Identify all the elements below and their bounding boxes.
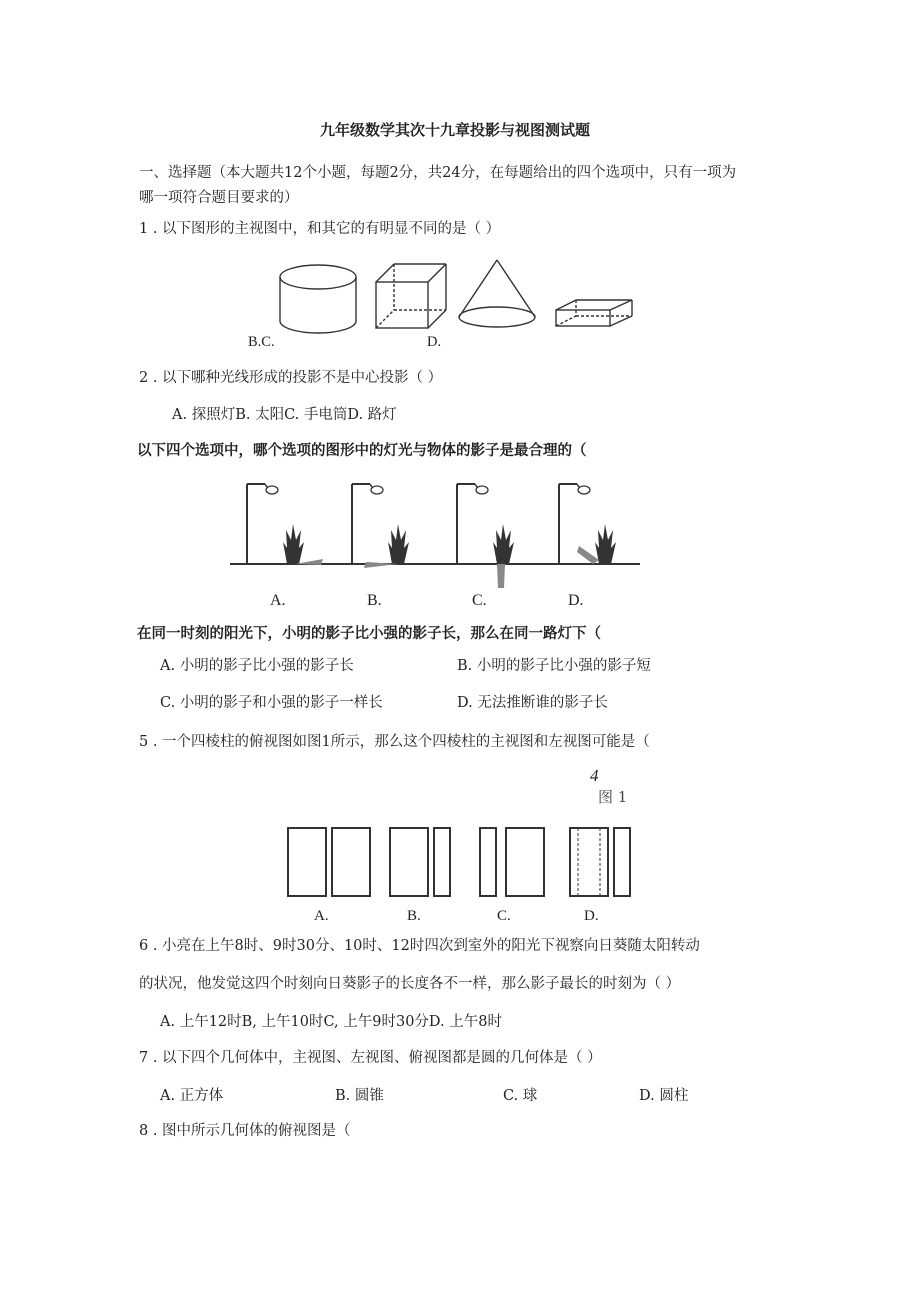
option-d-lamp-scene [559,484,616,564]
question-6-line2: 的状况，他发觉这四个时刻向日葵影子的长度各不一样，那么影子最长的时刻为（ ） [139,976,681,992]
question-5-figure-number: 4 [590,766,599,785]
cone-shape [459,260,535,327]
question-6-options: A. 上午12时B, 上午10时C, 上午9时30分D. 上午8时 [160,1014,502,1030]
question-2-options: A. 探照灯B. 太阳C. 手电筒D. 路灯 [172,407,397,423]
question-4-option-d: D. 无法推断谁的影子长 [457,695,608,711]
section-instructions-line2: 哪一项符合题目要求的） [139,190,299,206]
question-1-figure [260,255,660,355]
question-1-label-d: D. [427,334,442,350]
question-7-option-a: A. 正方体 [160,1088,224,1104]
question-1-text: 1 . 以下图形的主视图中，和其它的有明显不同的是（ ） [139,221,501,237]
option-c-views [480,828,544,896]
page-title: 九年级数学其次十九章投影与视图测试题 [320,121,591,139]
question-5-figure-caption: 图 1 [598,788,628,806]
question-4-option-a: A. 小明的影子比小强的影子长 [160,658,354,674]
question-7-option-c: C. 球 [503,1088,538,1104]
question-3-label-a: A. [270,592,286,609]
question-3-label-d: D. [568,592,584,609]
question-8-text: 8 . 图中所示几何体的俯视图是（ [139,1123,351,1139]
question-3-text: 以下四个选项中，哪个选项的图形中的灯光与物体的影子是最合理的（ [137,442,587,459]
question-7-option-b: B. 圆锥 [335,1088,384,1104]
section-instructions-line1: 一、选择题（本大题共12个小题，每题2分，共24分，在每题给出的四个选项中，只有一项为 [139,165,737,181]
question-5-text: 5 . 一个四棱柱的俯视图如图1所示，那么这个四棱柱的主视图和左视图可能是（ [139,734,650,750]
question-3-label-c: C. [472,592,487,609]
option-a-views [288,828,370,896]
question-5-label-c: C. [497,908,511,924]
cuboid-shape [556,300,632,326]
option-b-views [390,828,450,896]
question-3-figure [225,472,645,572]
question-3-label-b: B. [367,592,382,609]
question-4-text: 在同一时刻的阳光下，小明的影子比小强的影子长，那么在同一路灯下（ [137,625,601,642]
question-4-option-b: B. 小明的影子比小强的影子短 [457,658,651,674]
question-7-option-d: D. 圆柱 [639,1088,689,1104]
question-6-line1: 6 . 小亮在上午8时、9时30分、10时、12时四次到室外的阳光下视察向日葵随太阳转动 [139,938,700,954]
question-5-label-b: B. [407,908,421,924]
option-c-lamp-scene [457,484,514,588]
question-5-label-d: D. [584,908,599,924]
question-5-label-a: A. [314,908,329,924]
question-2-text: 2 . 以下哪种光线形成的投影不是中心投影（ ） [139,370,443,386]
question-5-figure [280,820,640,905]
option-a-lamp-scene [247,484,323,565]
question-7-text: 7 . 以下四个几何体中，主视图、左视图、俯视图都是圆的几何体是（ ） [139,1050,602,1066]
question-1-label-bc: B.C. [248,334,275,350]
option-b-lamp-scene [352,484,409,568]
question-4-option-c: C. 小明的影子和小强的影子一样长 [160,695,383,711]
cube-shape [376,264,446,328]
option-d-views [570,828,630,896]
cylinder-shape [280,265,356,333]
